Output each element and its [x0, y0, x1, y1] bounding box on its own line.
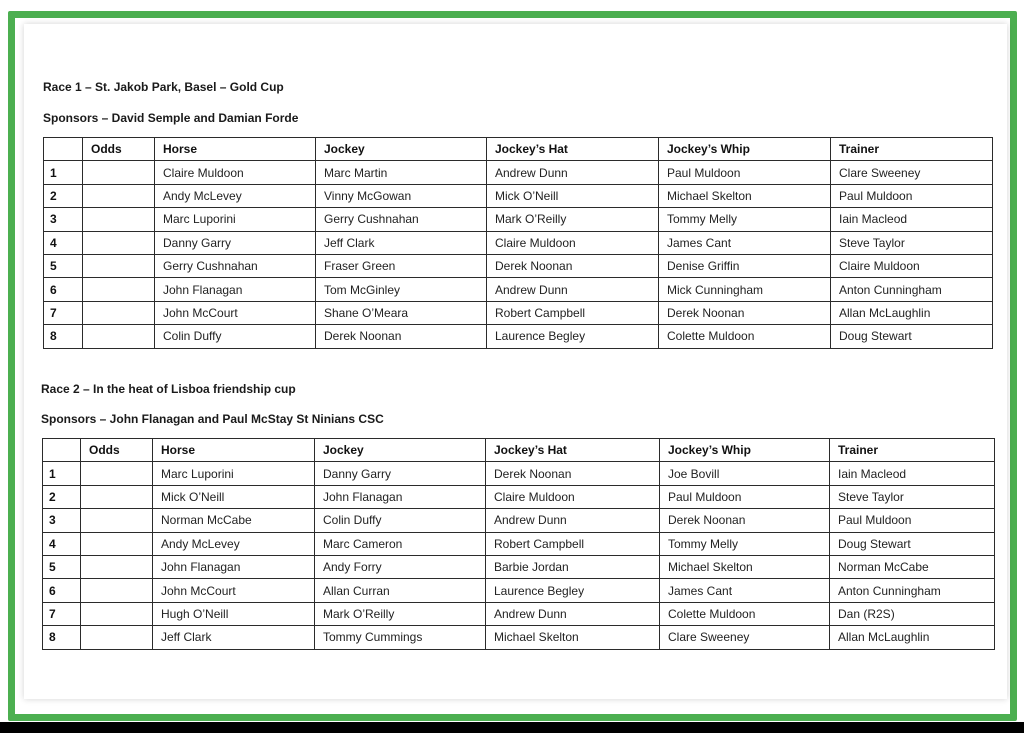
jockey-cell: Gerry Cushnahan [316, 208, 487, 231]
jockeys-whip-cell: Joe Bovill [660, 462, 830, 485]
odds-cell [81, 509, 153, 532]
horse-cell: Andy McLevey [153, 532, 315, 555]
jockeys-whip-cell: Tommy Melly [660, 532, 830, 555]
jockey-cell: Fraser Green [316, 254, 487, 277]
horse-cell: Marc Luporini [153, 462, 315, 485]
jockeys-whip-cell: Colette Muldoon [660, 602, 830, 625]
jockey-cell: John Flanagan [315, 485, 486, 508]
jockeys-hat-cell: Barbie Jordan [486, 555, 660, 578]
table-row [44, 278, 993, 301]
jockey-cell: Marc Cameron [315, 532, 486, 555]
odds-cell [83, 325, 155, 348]
jockeys-hat-cell: Mark O’Reilly [487, 208, 659, 231]
number-cell: 4 [44, 231, 83, 254]
jockeys-hat-cell: Andrew Dunn [486, 602, 660, 625]
column-header-jockeys-hat: Jockey’s Hat [486, 439, 660, 462]
number-cell: 5 [43, 555, 81, 578]
column-header-jockeys-hat: Jockey’s Hat [487, 138, 659, 161]
jockey-cell: Marc Martin [316, 161, 487, 184]
jockeys-hat-cell: Derek Noonan [486, 462, 660, 485]
odds-cell [81, 626, 153, 649]
trainer-cell: Steve Taylor [831, 231, 993, 254]
document-page [24, 24, 1007, 699]
jockeys-whip-cell: Derek Noonan [659, 301, 831, 324]
table-row [43, 602, 995, 625]
column-header-horse: Horse [155, 138, 316, 161]
trainer-cell: Steve Taylor [830, 485, 995, 508]
trainer-cell: Anton Cunningham [831, 278, 993, 301]
table-row [43, 462, 995, 485]
race-2-sponsors: Sponsors – John Flanagan and Paul McStay St Ninians CSC [41, 412, 384, 426]
number-cell: 3 [44, 208, 83, 231]
trainer-cell: Iain Macleod [831, 208, 993, 231]
column-header-jockeys-whip: Jockey’s Whip [659, 138, 831, 161]
jockeys-whip-cell: James Cant [660, 579, 830, 602]
horse-cell: John McCourt [155, 301, 316, 324]
number-cell: 7 [44, 301, 83, 324]
horse-cell: Jeff Clark [153, 626, 315, 649]
jockey-cell: Shane O’Meara [316, 301, 487, 324]
race-1-title: Race 1 – St. Jakob Park, Basel – Gold Cup [43, 80, 284, 94]
number-cell: 6 [44, 278, 83, 301]
jockeys-hat-cell: Derek Noonan [487, 254, 659, 277]
bottom-bar [0, 722, 1024, 733]
table-header-row [43, 439, 995, 462]
number-cell: 4 [43, 532, 81, 555]
trainer-cell: Doug Stewart [830, 532, 995, 555]
jockeys-whip-cell: Clare Sweeney [660, 626, 830, 649]
number-cell: 2 [43, 485, 81, 508]
jockeys-hat-cell: Mick O’Neill [487, 184, 659, 207]
trainer-cell: Anton Cunningham [830, 579, 995, 602]
odds-cell [83, 184, 155, 207]
odds-cell [81, 532, 153, 555]
odds-cell [83, 208, 155, 231]
jockeys-hat-cell: Andrew Dunn [486, 509, 660, 532]
horse-cell: Andy McLevey [155, 184, 316, 207]
odds-cell [83, 278, 155, 301]
jockey-cell: Mark O’Reilly [315, 602, 486, 625]
jockeys-hat-cell: Laurence Begley [487, 325, 659, 348]
horse-cell: John Flanagan [153, 555, 315, 578]
table-row [44, 325, 993, 348]
number-cell: 8 [43, 626, 81, 649]
horse-cell: Danny Garry [155, 231, 316, 254]
column-header-horse: Horse [153, 439, 315, 462]
horse-cell: Colin Duffy [155, 325, 316, 348]
horse-cell: Hugh O’Neill [153, 602, 315, 625]
jockey-cell: Vinny McGowan [316, 184, 487, 207]
number-cell: 1 [43, 462, 81, 485]
number-cell: 1 [44, 161, 83, 184]
jockeys-whip-cell: Colette Muldoon [659, 325, 831, 348]
column-header-jockey: Jockey [315, 439, 486, 462]
table-row [43, 485, 995, 508]
race-2-title: Race 2 – In the heat of Lisboa friendship cup [41, 382, 296, 396]
trainer-cell: Allan McLaughlin [830, 626, 995, 649]
jockeys-whip-cell: Paul Muldoon [660, 485, 830, 508]
jockey-cell: Derek Noonan [316, 325, 487, 348]
odds-cell [83, 254, 155, 277]
column-header-odds: Odds [83, 138, 155, 161]
document-frame [8, 11, 1017, 721]
race-1-table [43, 137, 993, 349]
table-row [43, 626, 995, 649]
jockeys-whip-cell: Michael Skelton [659, 184, 831, 207]
table-row [44, 161, 993, 184]
jockeys-whip-cell: Derek Noonan [660, 509, 830, 532]
number-cell: 3 [43, 509, 81, 532]
jockey-cell: Allan Curran [315, 579, 486, 602]
jockeys-whip-cell: Denise Griffin [659, 254, 831, 277]
horse-cell: Gerry Cushnahan [155, 254, 316, 277]
jockeys-hat-cell: Claire Muldoon [486, 485, 660, 508]
number-cell: 6 [43, 579, 81, 602]
column-header-number [44, 138, 83, 161]
horse-cell: John McCourt [153, 579, 315, 602]
odds-cell [81, 555, 153, 578]
column-header-jockeys-whip: Jockey’s Whip [660, 439, 830, 462]
column-header-trainer: Trainer [830, 439, 995, 462]
trainer-cell: Norman McCabe [830, 555, 995, 578]
table-row [44, 254, 993, 277]
odds-cell [81, 462, 153, 485]
jockeys-hat-cell: Robert Campbell [487, 301, 659, 324]
number-cell: 7 [43, 602, 81, 625]
horse-cell: Mick O’Neill [153, 485, 315, 508]
number-cell: 8 [44, 325, 83, 348]
jockeys-whip-cell: Michael Skelton [660, 555, 830, 578]
odds-cell [81, 579, 153, 602]
trainer-cell: Allan McLaughlin [831, 301, 993, 324]
odds-cell [83, 161, 155, 184]
table-header-row [44, 138, 993, 161]
jockeys-hat-cell: Andrew Dunn [487, 161, 659, 184]
number-cell: 2 [44, 184, 83, 207]
odds-cell [83, 231, 155, 254]
table-row [43, 532, 995, 555]
trainer-cell: Iain Macleod [830, 462, 995, 485]
horse-cell: Norman McCabe [153, 509, 315, 532]
table-row [44, 184, 993, 207]
jockey-cell: Tom McGinley [316, 278, 487, 301]
jockey-cell: Jeff Clark [316, 231, 487, 254]
jockey-cell: Tommy Cummings [315, 626, 486, 649]
number-cell: 5 [44, 254, 83, 277]
column-header-jockey: Jockey [316, 138, 487, 161]
odds-cell [81, 485, 153, 508]
trainer-cell: Dan (R2S) [830, 602, 995, 625]
jockeys-hat-cell: Michael Skelton [486, 626, 660, 649]
trainer-cell: Paul Muldoon [831, 184, 993, 207]
jockey-cell: Colin Duffy [315, 509, 486, 532]
jockeys-hat-cell: Claire Muldoon [487, 231, 659, 254]
horse-cell: John Flanagan [155, 278, 316, 301]
jockey-cell: Andy Forry [315, 555, 486, 578]
jockeys-whip-cell: Mick Cunningham [659, 278, 831, 301]
table-row [44, 231, 993, 254]
horse-cell: Claire Muldoon [155, 161, 316, 184]
trainer-cell: Doug Stewart [831, 325, 993, 348]
race-1-sponsors: Sponsors – David Semple and Damian Forde [43, 111, 299, 125]
race-2-table [42, 438, 995, 650]
jockeys-whip-cell: Tommy Melly [659, 208, 831, 231]
trainer-cell: Paul Muldoon [830, 509, 995, 532]
jockeys-hat-cell: Laurence Begley [486, 579, 660, 602]
jockeys-whip-cell: Paul Muldoon [659, 161, 831, 184]
column-header-odds: Odds [81, 439, 153, 462]
jockeys-whip-cell: James Cant [659, 231, 831, 254]
table-row [43, 579, 995, 602]
column-header-number [43, 439, 81, 462]
odds-cell [81, 602, 153, 625]
horse-cell: Marc Luporini [155, 208, 316, 231]
jockeys-hat-cell: Andrew Dunn [487, 278, 659, 301]
table-row [43, 555, 995, 578]
jockey-cell: Danny Garry [315, 462, 486, 485]
column-header-trainer: Trainer [831, 138, 993, 161]
table-row [44, 208, 993, 231]
trainer-cell: Clare Sweeney [831, 161, 993, 184]
table-row [43, 509, 995, 532]
table-row [44, 301, 993, 324]
trainer-cell: Claire Muldoon [831, 254, 993, 277]
jockeys-hat-cell: Robert Campbell [486, 532, 660, 555]
odds-cell [83, 301, 155, 324]
